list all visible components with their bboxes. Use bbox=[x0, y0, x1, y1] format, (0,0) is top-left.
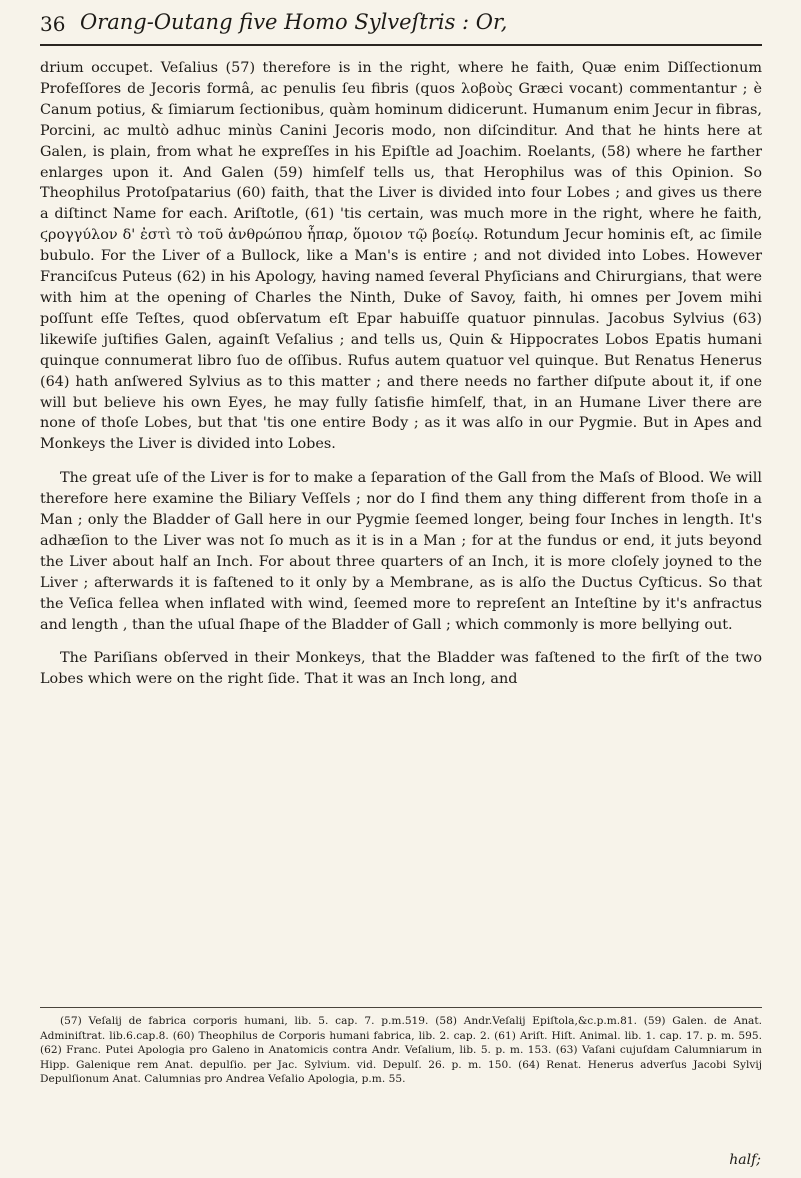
header-rule bbox=[40, 44, 762, 46]
running-title: Orang-Outang five Homo Sylveſtris : Or, bbox=[80, 10, 508, 34]
body-text bbox=[40, 58, 762, 690]
footnote-text: (57) Veſalij de fabrica corporis humani, lib. 5. cap. 7. p.m.519. (58) Andr.Veſalij Epiſtola,&c.p.m.81. (59) Galen. de Anat. Adminiſtrat. lib.6.cap.8. (60) Theophilus de Corporis humani fabrica, lib. 2. cap. 2. (61) Ariſt. Hiſt. Animal. lib. 1. cap. 17. p. m. 595. (62) Franc. Putei Apologia pro Galeno in Anatomicis contra Andr. Veſalium, lib. 5. p. m. 153. (63) Vaſani cujuſdam Calumniarum in Hipp. Galenique rem Anat. depulſio. per Jac. Sylvium. vid. Depulſ. 26. p. m. 150. (64) Renat. Henerus adverſus Jacobi Sylvij Depulſionum Anat. Calumnias pro Andrea Veſalio Apologia, p.m. 55. bbox=[40, 1015, 762, 1085]
footnotes bbox=[40, 1014, 762, 1087]
page-number: 36 bbox=[40, 12, 66, 36]
paragraph: The great uſe of the Liver is for to make a ſeparation of the Gall from the Maſs of Blood. We will therefore here examine the Biliary Veſſels ; nor do I find them any thing different from thoſe in a Man ; only the Bladder of Gall here in our Pygmie ſeemed longer, being four Inches in length. It's adhæſion to the Liver was not ſo much as it is in a Man ; for at the fundus or end, it juts beyond the Liver about half an Inch. For about three quarters of an Inch, it is more cloſely joyned to the Liver ; afterwards it is faſtened to it only by a Membrane, as is alſo the Ductus Cyſticus. So that the Veſica fellea when inflated with wind, ſeemed more to repreſent an Inteſtine by it's anfractus and length , than the uſual ſhape of the Bladder of Gall ; which commonly is more bellying out. bbox=[40, 470, 762, 633]
paragraph: drium occupet. Veſalius (57) therefore is in the right, where he faith, Quæ enim Diſſectionum Profeſſores de Jecoris formâ, ac penulis ſeu fibris (quos λοβοὺς Græci vocant) commentantur ; è Canum potius, & ſimiarum ſectionibus, quàm hominum didicerunt. Humanum enim Jecur in fibras, Porcini, ac multò adhuc minùs Canini Jecoris modo, non diſcinditur. And that he hints here at Galen, is plain, from what he expreſſes in his Epiſtle ad Joachim. Roelants, (58) where he farther enlarges upon it. And Galen (59) himſelf tells us, that Herophilus was of this Opinion. So Theophilus Protoſpatarius (60) faith, that the Liver is divided into four Lobes ; and gives us there a diſtinct Name for each. Ariſtotle, (61) 'tis certain, was much more in the right, where he faith, ϛρογγύλον δ' ἐστὶ τὸ τοῦ ἀνθρώπου ἧπαρ, ὅμοιον τῷ βοείῳ. Rotundum Jecur hominis eſt, ac ſimile bubulo. For the Liver of a Bullock, like a Man's is entire ; and not divided into Lobes. However Franciſcus Puteus (62) in his Apology, having named ſeveral Phyſicians and Chirurgians, that were with him at the opening of Charles the Ninth, Duke of Savoy, faith, hi omnes per Jovem mihi poſſunt eſſe Teſtes, quod obſervatum eſt Epar habuiſſe quatuor pinnulas. Jacobus Sylvius (63) likewiſe juſtifies Galen, againſt Veſalius ; and tells us, Quin & Hippocrates Lobos Epatis humani quinque connumerat libro ſuo de oſſibus. Rufus autem quatuor vel quinque. But Renatus Henerus (64) hath anſwered Sylvius as to this matter ; and there needs no farther diſpute about it, if one will but believe his own Eyes, he may fully ſatisfie himſelf, that, in an Humane Liver there are none of thoſe Lobes, but that 'tis one entire Body ; as it was alſo in our Pygmie. But in Apes and Monkeys the Liver is divided into Lobes. bbox=[40, 60, 762, 453]
catchword: half; bbox=[729, 1152, 761, 1168]
paragraph: The Pariſians obſerved in their Monkeys, that the Bladder was faſtened to the firſt of the two Lobes which were on the right ſide. That it was an Inch long, and bbox=[40, 650, 762, 688]
footnote-rule bbox=[40, 1007, 762, 1008]
